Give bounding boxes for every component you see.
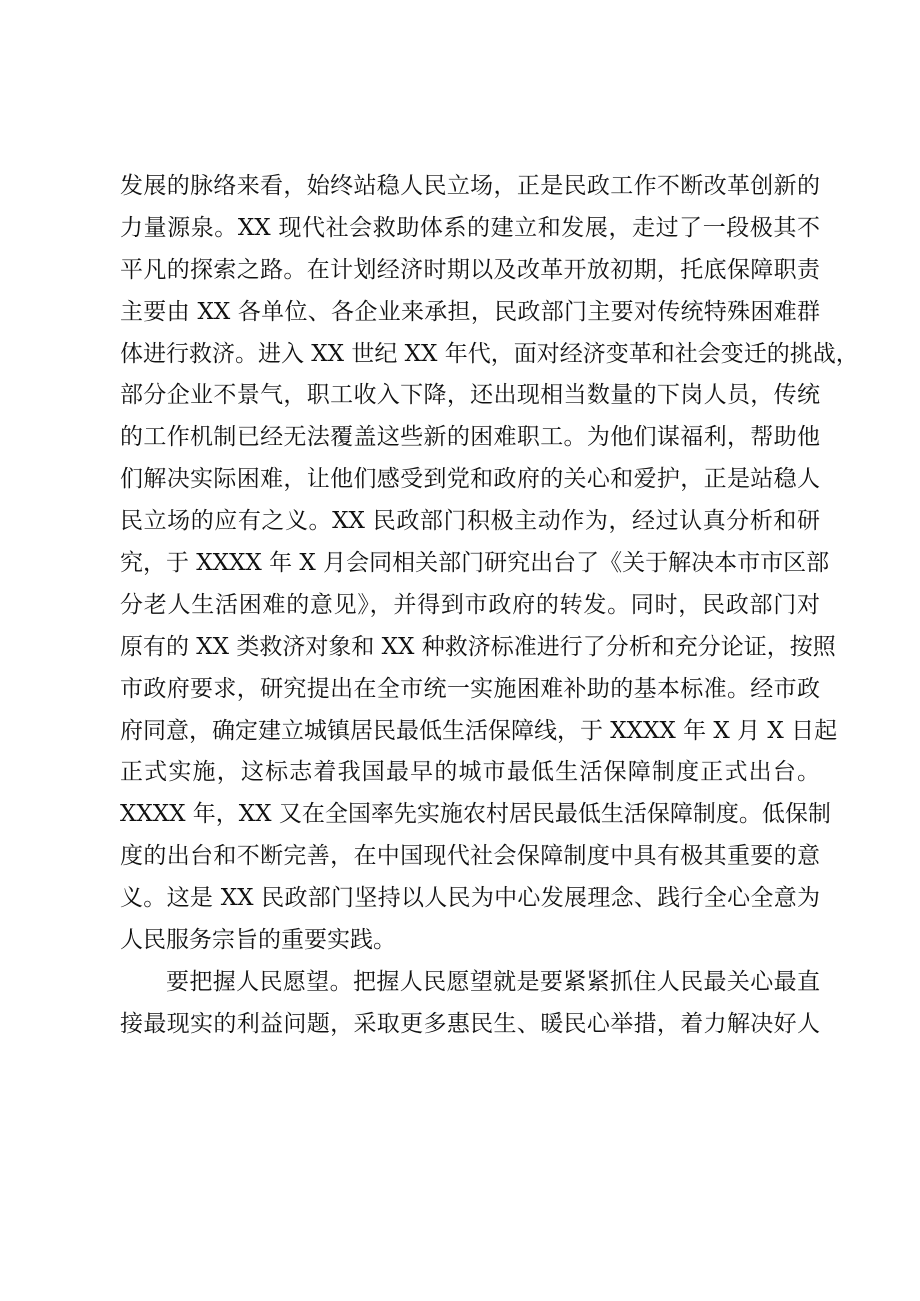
text-line: 发展的脉络来看，始终站稳人民立场，正是民政工作不断改革创新的 [120,173,820,199]
text-line: XXXX 年，XX 又在全国率先实施农村居民最低生活保障制度。低保制 [120,801,831,828]
text-line: 接最现实的利益问题，采取更多惠民生、暖民心举措，着力解决好人 [120,1010,820,1037]
text-line: 原有的 XX 类救济对象和 XX 种救济标准进行了分析和充分论证，按照 [120,633,836,660]
text-line: 分老人生活困难的意见》，并得到市政府的转发。同时，民政部门对 [120,591,820,618]
text-line: 义。这是 XX 民政部门坚持以人民为中心发展理念、践行全心全意为 [120,885,820,912]
text-line: 体进行救济。进入 XX 世纪 XX 年代，面对经济变革和社会变迁的挑战， [120,340,859,367]
text-line: 度的出台和不断完善，在中国现代社会保障制度中具有极其重要的意 [120,843,820,870]
paragraph-1 [120,166,859,962]
paragraph-2 [120,962,820,1046]
text-line: 主要由 XX 各单位、各企业来承担，民政部门主要对传统特殊困难群 [120,298,820,325]
document-body [120,166,859,1046]
text-line: 平凡的探索之路。在计划经济时期以及改革开放初期，托底保障职责 [120,256,820,283]
text-line: 部分企业不景气，职工收入下降，还出现相当数量的下岗人员，传统 [120,382,820,409]
text-line: 力量源泉。XX 现代社会救助体系的建立和发展，走过了一段极其不 [120,214,820,241]
text-line: 府同意，确定建立城镇居民最低生活保障线，于 XXXX 年 X 月 X 日起 [120,717,838,744]
text-line: 究，于 XXXX 年 X 月会同相关部门研究出台了《关于解决本市市区部 [120,550,830,577]
text-line: 市政府要求，研究提出在全市统一实施困难补助的基本标准。经市政 [120,675,820,702]
text-line: 们解决实际困难，让他们感受到党和政府的关心和爱护，正是站稳人 [120,466,820,493]
text-line: 要把握人民愿望。把握人民愿望就是要紧紧抓住人民最关心最直 [166,968,820,995]
text-line: 正式实施，这标志着我国最早的城市最低生活保障制度正式出台。 [120,759,820,786]
text-line: 的工作机制已经无法覆盖这些新的困难职工。为他们谋福利，帮助他 [120,424,820,451]
text-line: 民立场的应有之义。XX 民政部门积极主动作为，经过认真分析和研 [120,508,820,535]
text-line: 人民服务宗旨的重要实践。 [120,927,396,954]
